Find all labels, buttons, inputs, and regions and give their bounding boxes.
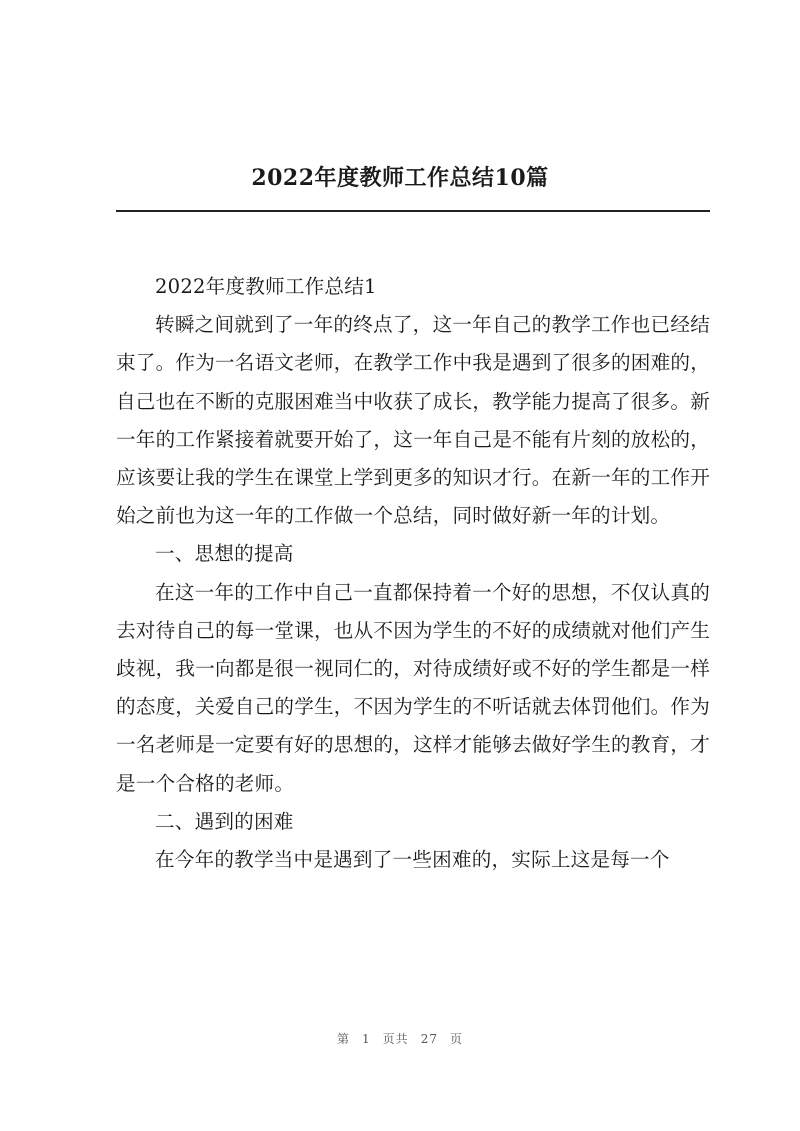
section-heading: 一、思想的提高 xyxy=(155,542,294,566)
footer-page-number: 1 xyxy=(362,1032,371,1046)
footer-total-pages: 27 xyxy=(420,1032,438,1046)
section-heading: 2022年度教师工作总结1 xyxy=(155,275,377,298)
footer-prefix: 第 xyxy=(337,1032,351,1046)
body-paragraph: 在今年的教学当中是遇到了一些困难的，实际上这是每一个 xyxy=(155,848,670,872)
document-title: 2022年度教师工作总结10篇 xyxy=(251,165,549,191)
body-paragraph: 转瞬之间就到了一年的终点了，这一年自己的教学工作也已经结束了。作为一名语文老师，在教学工作中我是遇到了很多的困难的，自己也在不断的克服困难当中收获了成长，教学能力提高了很多。新一年的工作紧接着就要开始了，这一年自己是不能有片刻的放松的，应该要让我的学生在课堂上学到更多的知识才行。在新一年的工作开始之前也为这一年的工作做一个总结，同时做好新一年的计划。 xyxy=(116,313,710,528)
title-divider xyxy=(116,210,710,212)
section-heading: 二、遇到的困难 xyxy=(155,809,294,833)
document-body xyxy=(116,268,710,879)
footer-suffix: 页 xyxy=(449,1032,463,1046)
body-paragraph: 在这一年的工作中自己一直都保持着一个好的思想，不仅认真的去对待自己的每一堂课，也从不因为学生的不好的成绩就对他们产生歧视，我一向都是很一视同仁的，对待成绩好或不好的学生都是一样的态度，关爱自己的学生，不因为学生的不听话就去体罚他们。作为一名老师是一定要有好的思想的，这样才能够去做好学生的教育，才是一个合格的老师。 xyxy=(116,580,710,795)
page-footer xyxy=(0,1030,800,1047)
footer-middle: 页共 xyxy=(382,1032,409,1046)
